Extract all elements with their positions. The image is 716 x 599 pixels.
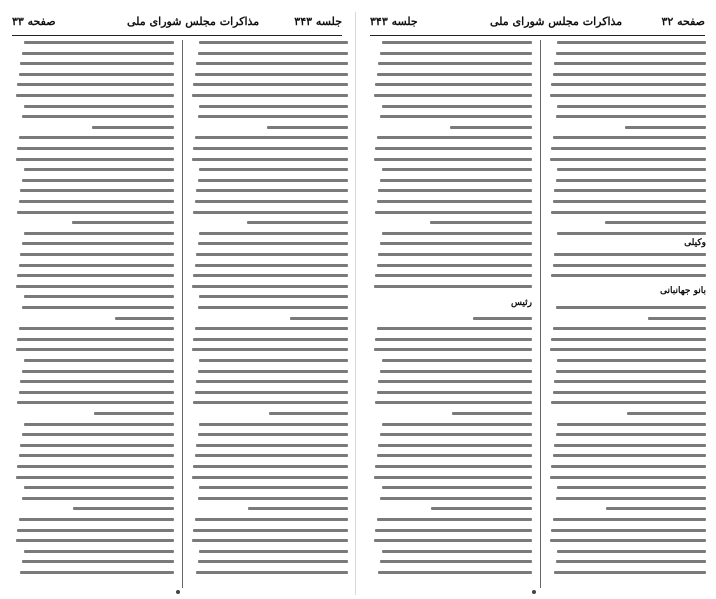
text-line-placeholder (20, 571, 174, 574)
text-line-placeholder (16, 476, 174, 479)
text-line-placeholder (19, 200, 174, 203)
text-line-placeholder (554, 444, 706, 447)
text-line-placeholder (16, 158, 174, 161)
text-line-placeholder (553, 136, 706, 139)
text-line-placeholder (19, 518, 174, 521)
text-line-placeholder (115, 317, 174, 320)
right-page-outer-column (548, 38, 706, 586)
text-line-placeholder (199, 423, 348, 426)
text-line-placeholder (380, 370, 532, 373)
text-line-placeholder (378, 189, 532, 192)
text-line-placeholder (22, 370, 174, 373)
text-line-placeholder (553, 391, 706, 394)
text-line-placeholder (377, 200, 532, 203)
text-line-placeholder (199, 359, 348, 362)
right-page-inner-column (372, 38, 532, 586)
text-line-placeholder (382, 105, 532, 108)
text-line-placeholder (195, 200, 348, 203)
text-line-placeholder (377, 454, 532, 457)
text-line-placeholder (193, 211, 348, 214)
text-line-placeholder (22, 433, 174, 436)
text-line-placeholder (195, 264, 348, 267)
text-line-placeholder (557, 168, 706, 171)
speaker-label: بانو جهانبانی (660, 286, 706, 296)
text-line-placeholder (16, 285, 174, 288)
text-line-placeholder (551, 529, 706, 532)
left-page-header (12, 12, 342, 36)
text-line-placeholder (22, 179, 174, 182)
text-line-placeholder (193, 338, 348, 341)
text-line-placeholder (550, 94, 706, 97)
text-line-placeholder (193, 529, 348, 532)
text-line-placeholder (24, 41, 174, 44)
text-line-placeholder (198, 497, 348, 500)
text-line-placeholder (24, 105, 174, 108)
text-line-placeholder (17, 211, 174, 214)
text-line-placeholder (554, 189, 706, 192)
text-line-placeholder (380, 560, 532, 563)
text-line-placeholder (24, 168, 174, 171)
text-line-placeholder (195, 391, 348, 394)
text-line-placeholder (557, 486, 706, 489)
text-line-placeholder (92, 126, 174, 129)
text-line-placeholder (195, 73, 348, 76)
text-line-placeholder (192, 539, 348, 542)
text-line-placeholder (377, 136, 532, 139)
text-line-placeholder (19, 327, 174, 330)
text-line-placeholder (24, 550, 174, 553)
text-line-placeholder (551, 401, 706, 404)
text-line-placeholder (16, 348, 174, 351)
text-line-placeholder (556, 115, 706, 118)
text-line-placeholder (374, 94, 532, 97)
left-page-title: مذاکرات مجلس شورای ملی (127, 15, 260, 28)
text-line-placeholder (20, 253, 174, 256)
text-line-placeholder (378, 571, 532, 574)
right-page-column-rule (540, 40, 541, 588)
text-line-placeholder (73, 507, 174, 510)
text-line-placeholder (193, 274, 348, 277)
text-line-placeholder (24, 295, 174, 298)
text-line-placeholder (192, 348, 348, 351)
text-line-placeholder (378, 62, 532, 65)
text-line-placeholder (382, 423, 532, 426)
text-line-placeholder (556, 52, 706, 55)
text-line-placeholder (199, 486, 348, 489)
text-line-placeholder (551, 274, 706, 277)
page-foot-mark (176, 590, 180, 594)
speaker-label: وکیلی (684, 238, 706, 248)
text-line-placeholder (382, 550, 532, 553)
text-line-placeholder (22, 306, 174, 309)
text-line-placeholder (374, 476, 532, 479)
text-line-placeholder (198, 370, 348, 373)
text-line-placeholder (198, 306, 348, 309)
text-line-placeholder (199, 550, 348, 553)
text-line-placeholder (196, 62, 348, 65)
text-line-placeholder (557, 423, 706, 426)
text-line-placeholder (248, 507, 348, 510)
text-line-placeholder (375, 83, 532, 86)
text-line-placeholder (374, 348, 532, 351)
text-line-placeholder (380, 179, 532, 182)
text-line-placeholder (20, 62, 174, 65)
text-line-placeholder (430, 221, 532, 224)
text-line-placeholder (19, 391, 174, 394)
text-line-placeholder (198, 242, 348, 245)
text-line-placeholder (380, 115, 532, 118)
right-session-number: جلسه ۳۴۳ (370, 15, 418, 28)
text-line-placeholder (267, 126, 348, 129)
text-line-placeholder (550, 158, 706, 161)
text-line-placeholder (382, 41, 532, 44)
text-line-placeholder (382, 232, 532, 235)
text-line-placeholder (450, 126, 532, 129)
text-line-placeholder (551, 147, 706, 150)
text-line-placeholder (375, 338, 532, 341)
text-line-placeholder (556, 560, 706, 563)
text-line-placeholder (22, 242, 174, 245)
text-line-placeholder (550, 476, 706, 479)
left-page-outer-column (14, 38, 174, 586)
text-line-placeholder (377, 73, 532, 76)
left-page-column-rule (182, 40, 183, 588)
text-line-placeholder (17, 465, 174, 468)
right-page-header (370, 12, 705, 36)
text-line-placeholder (551, 83, 706, 86)
text-line-placeholder (17, 274, 174, 277)
text-line-placeholder (554, 253, 706, 256)
text-line-placeholder (196, 380, 348, 383)
text-line-placeholder (377, 327, 532, 330)
text-line-placeholder (20, 189, 174, 192)
text-line-placeholder (195, 454, 348, 457)
left-session-number: جلسه ۳۴۳ (294, 15, 342, 28)
text-line-placeholder (380, 497, 532, 500)
text-line-placeholder (382, 486, 532, 489)
text-line-placeholder (22, 115, 174, 118)
text-line-placeholder (24, 486, 174, 489)
text-line-placeholder (196, 444, 348, 447)
page-foot-mark (532, 590, 536, 594)
text-line-placeholder (473, 317, 532, 320)
text-line-placeholder (19, 136, 174, 139)
text-line-placeholder (380, 433, 532, 436)
text-line-placeholder (198, 179, 348, 182)
text-line-placeholder (198, 433, 348, 436)
text-line-placeholder (199, 232, 348, 235)
text-line-placeholder (375, 211, 532, 214)
text-line-placeholder (554, 380, 706, 383)
text-line-placeholder (198, 560, 348, 563)
text-line-placeholder (199, 41, 348, 44)
left-page-inner-column (190, 38, 348, 586)
text-line-placeholder (16, 94, 174, 97)
text-line-placeholder (192, 476, 348, 479)
text-line-placeholder (648, 317, 706, 320)
text-line-placeholder (556, 306, 706, 309)
text-line-placeholder (378, 444, 532, 447)
text-line-placeholder (19, 73, 174, 76)
page-gutter (355, 12, 356, 595)
text-line-placeholder (377, 518, 532, 521)
text-line-placeholder (24, 359, 174, 362)
text-line-placeholder (374, 158, 532, 161)
text-line-placeholder (375, 529, 532, 532)
text-line-placeholder (193, 147, 348, 150)
text-line-placeholder (380, 242, 532, 245)
text-line-placeholder (374, 285, 532, 288)
text-line-placeholder (556, 497, 706, 500)
text-line-placeholder (553, 73, 706, 76)
text-line-placeholder (377, 264, 532, 267)
text-line-placeholder (382, 168, 532, 171)
text-line-placeholder (193, 83, 348, 86)
text-line-placeholder (551, 465, 706, 468)
text-line-placeholder (192, 285, 348, 288)
text-line-placeholder (554, 571, 706, 574)
text-line-placeholder (378, 380, 532, 383)
text-line-placeholder (19, 454, 174, 457)
text-line-placeholder (193, 401, 348, 404)
text-line-placeholder (16, 539, 174, 542)
text-line-placeholder (17, 338, 174, 341)
text-line-placeholder (553, 264, 706, 267)
text-line-placeholder (22, 497, 174, 500)
text-line-placeholder (554, 62, 706, 65)
text-line-placeholder (551, 211, 706, 214)
text-line-placeholder (20, 380, 174, 383)
text-line-placeholder (196, 253, 348, 256)
text-line-placeholder (17, 147, 174, 150)
text-line-placeholder (17, 529, 174, 532)
text-line-placeholder (627, 412, 706, 415)
text-line-placeholder (19, 264, 174, 267)
text-line-placeholder (375, 465, 532, 468)
text-line-placeholder (193, 465, 348, 468)
text-line-placeholder (550, 348, 706, 351)
text-line-placeholder (557, 41, 706, 44)
text-line-placeholder (378, 253, 532, 256)
text-line-placeholder (553, 518, 706, 521)
text-line-placeholder (606, 507, 706, 510)
text-line-placeholder (553, 327, 706, 330)
text-line-placeholder (375, 401, 532, 404)
text-line-placeholder (17, 401, 174, 404)
text-line-placeholder (195, 136, 348, 139)
text-line-placeholder (380, 52, 532, 55)
text-line-placeholder (557, 359, 706, 362)
text-line-placeholder (550, 539, 706, 542)
text-line-placeholder (192, 94, 348, 97)
text-line-placeholder (24, 423, 174, 426)
text-line-placeholder (377, 391, 532, 394)
text-line-placeholder (198, 52, 348, 55)
text-line-placeholder (452, 412, 532, 415)
text-line-placeholder (625, 126, 706, 129)
text-line-placeholder (247, 221, 348, 224)
text-line-placeholder (192, 158, 348, 161)
text-line-placeholder (556, 433, 706, 436)
text-line-placeholder (553, 200, 706, 203)
text-line-placeholder (196, 189, 348, 192)
text-line-placeholder (290, 317, 348, 320)
text-line-placeholder (382, 359, 532, 362)
text-line-placeholder (94, 412, 174, 415)
text-line-placeholder (553, 454, 706, 457)
text-line-placeholder (551, 338, 706, 341)
text-line-placeholder (605, 221, 706, 224)
speaker-label: رئیس (510, 298, 532, 308)
text-line-placeholder (269, 412, 348, 415)
text-line-placeholder (22, 52, 174, 55)
text-line-placeholder (374, 539, 532, 542)
text-line-placeholder (196, 571, 348, 574)
text-line-placeholder (72, 221, 174, 224)
text-line-placeholder (557, 105, 706, 108)
text-line-placeholder (195, 518, 348, 521)
text-line-placeholder (24, 232, 174, 235)
text-line-placeholder (556, 370, 706, 373)
text-line-placeholder (195, 327, 348, 330)
right-page-title: مذاکرات مجلس شورای ملی (490, 15, 623, 28)
text-line-placeholder (375, 274, 532, 277)
text-line-placeholder (20, 444, 174, 447)
text-line-placeholder (199, 168, 348, 171)
left-page-number: صفحه ۳۳ (12, 15, 56, 28)
text-line-placeholder (556, 179, 706, 182)
text-line-placeholder (557, 550, 706, 553)
text-line-placeholder (431, 507, 532, 510)
text-line-placeholder (17, 83, 174, 86)
text-line-placeholder (375, 147, 532, 150)
text-line-placeholder (198, 115, 348, 118)
text-line-placeholder (22, 560, 174, 563)
text-line-placeholder (557, 232, 706, 235)
text-line-placeholder (199, 105, 348, 108)
text-line-placeholder (199, 295, 348, 298)
right-page-number: صفحه ۳۲ (661, 15, 705, 28)
